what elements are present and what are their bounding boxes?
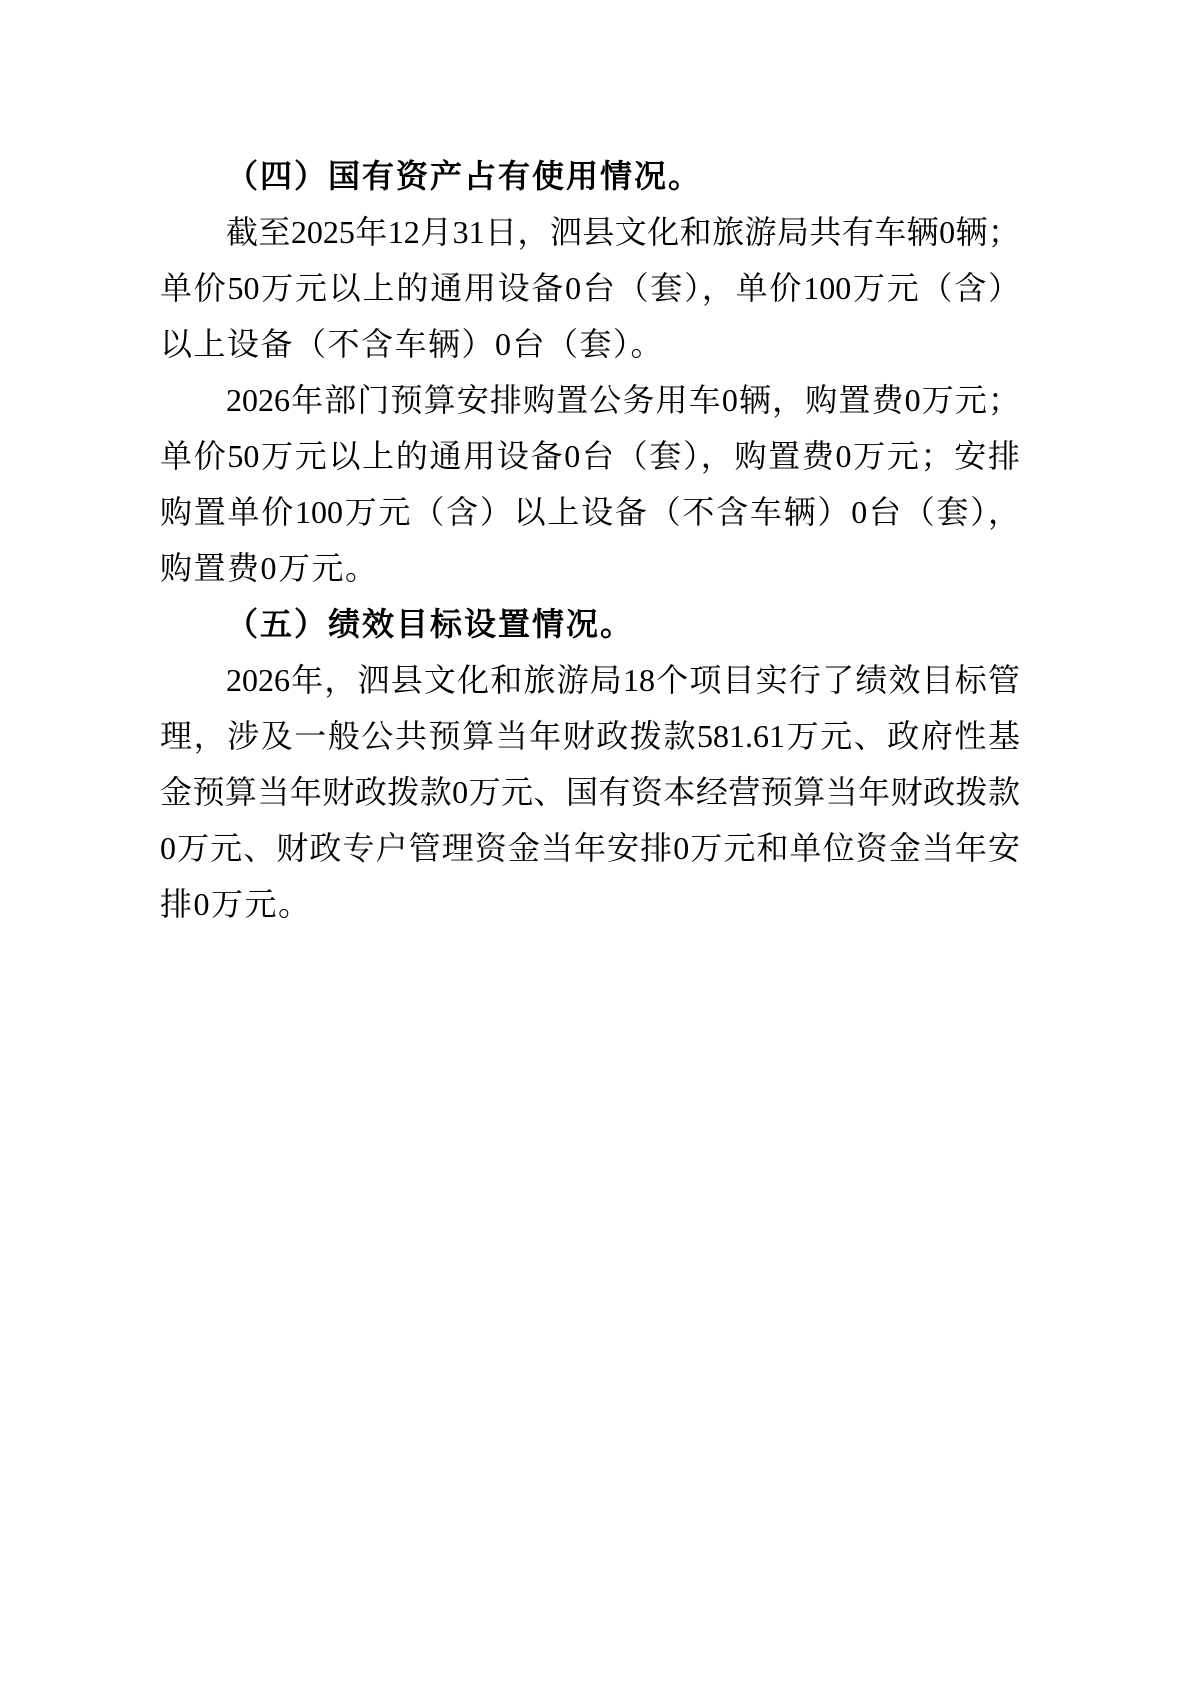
section-4-para-2-line-1: 2026年部门预算安排购置公务用车0辆，购置费0万元；: [226, 382, 1020, 418]
section-4-para-2-line-2: 单价50万元以上的通用设备0台（套），购置费0万元；安排: [160, 438, 1020, 474]
section-4-para-1-line-1: 截至2025年12月31日，泗县文化和旅游局共有车辆0辆；: [226, 214, 1020, 250]
section-5-heading: （五）绩效目标设置情况。: [226, 606, 635, 642]
section-4-para-1-line-2: 单价50万元以上的通用设备0台（套），单价100万元（含）: [160, 270, 1020, 306]
section-5-para-1-line-5: 排0万元。: [160, 886, 312, 922]
section-5-para-1-line-2: 理，涉及一般公共预算当年财政拨款581.61万元、政府性基: [160, 718, 1020, 754]
section-5-para-1-line-4: 0万元、财政专户管理资金当年安排0万元和单位资金当年安: [160, 830, 1020, 866]
section-4-para-1-line-3: 以上设备（不含车辆）0台（套）。: [160, 326, 665, 362]
section-4-heading: （四）国有资产占有使用情况。: [226, 158, 703, 194]
section-4-para-2-line-4: 购置费0万元。: [160, 550, 379, 586]
section-4-para-2-line-3: 购置单价100万元（含）以上设备（不含车辆）0台（套），: [160, 494, 1020, 530]
section-5-para-1-line-3: 金预算当年财政拨款0万元、国有资本经营预算当年财政拨款: [160, 774, 1020, 810]
section-5-para-1-line-1: 2026年，泗县文化和旅游局18个项目实行了绩效目标管: [226, 662, 1020, 698]
